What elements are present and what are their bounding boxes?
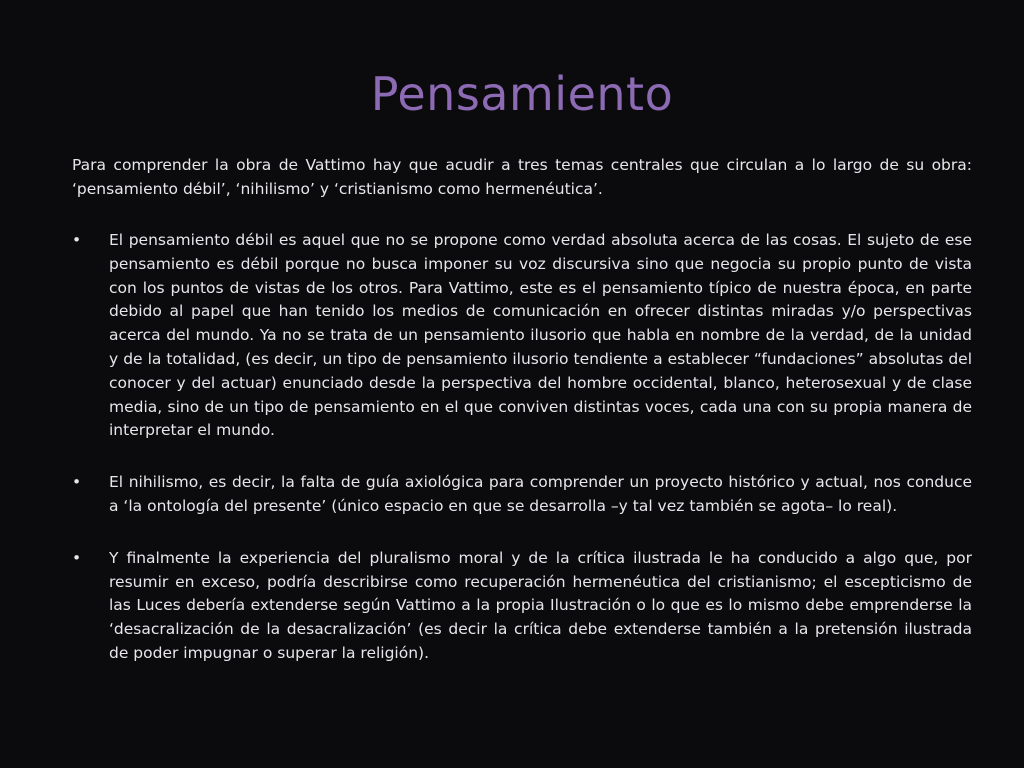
slide-title: Pensamiento bbox=[370, 67, 674, 121]
bullet-text: Y finalmente la experiencia del pluralismo moral y de la crítica ilustrada le ha conducido a algo que, por resumir en exceso, podría describirse como recuperación hermenéutica del cristianismo; el escepticismo de las Luces debería extenderse según Vattimo a la propia Ilustración o lo que es lo mismo debe emprenderse la ‘desacralización de la desacralización’ (es decir la crítica debe extenderse también a la pretensión ilustrada de poder impugnar o superar la religión). bbox=[109, 548, 972, 662]
intro-paragraph: Para comprender la obra de Vattimo hay que acudir a tres temas centrales que circulan a lo largo de su obra: ‘pensamiento débil’, ‘nihilismo’ y ‘cristianismo como hermenéutica’. bbox=[72, 156, 972, 198]
bullet-text: El nihilismo, es decir, la falta de guía axiológica para comprender un proyecto histórico y actual, nos conduce a ‘la ontología del presente’ (único espacio en que se desarrolla –y tal vez también se agota– lo real). bbox=[109, 473, 972, 515]
bullet-item-weak-thought bbox=[72, 229, 972, 443]
bullet-list bbox=[72, 229, 972, 666]
bullet-text: El pensamiento débil es aquel que no se propone como verdad absoluta acerca de las cosas. El sujeto de ese pensamiento es débil porque no busca imponer su voz discursiva sino que negocia su propio punto de vista con los puntos de vistas de los otros. Para Vattimo, este es el pensamiento típico de nuestra época, en parte debido al papel que han tenido los medios de comunicación en ofrecer distintas miradas y/o perspectivas acerca del mundo. Ya no se trata de un pensamiento ilusorio que habla en nombre de la verdad, de la unidad y de la totalidad, (es decir, un tipo de pensamiento ilusorio tendiente a establecer “fundaciones” absolutas del conocer y del actuar) enunciado desde la perspectiva del hombre occidental, blanco, heterosexual y de clase media, sino de un tipo de pensamiento en el que conviven distintas voces, cada una con su propia manera de interpretar el mundo. bbox=[109, 231, 972, 440]
bullet-dot-icon: • bbox=[72, 473, 82, 492]
bullet-dot-icon: • bbox=[72, 548, 82, 567]
bullet-dot-icon: • bbox=[72, 231, 82, 249]
bullet-item-nihilism bbox=[72, 471, 972, 519]
bullet-item-christianity bbox=[72, 547, 972, 666]
